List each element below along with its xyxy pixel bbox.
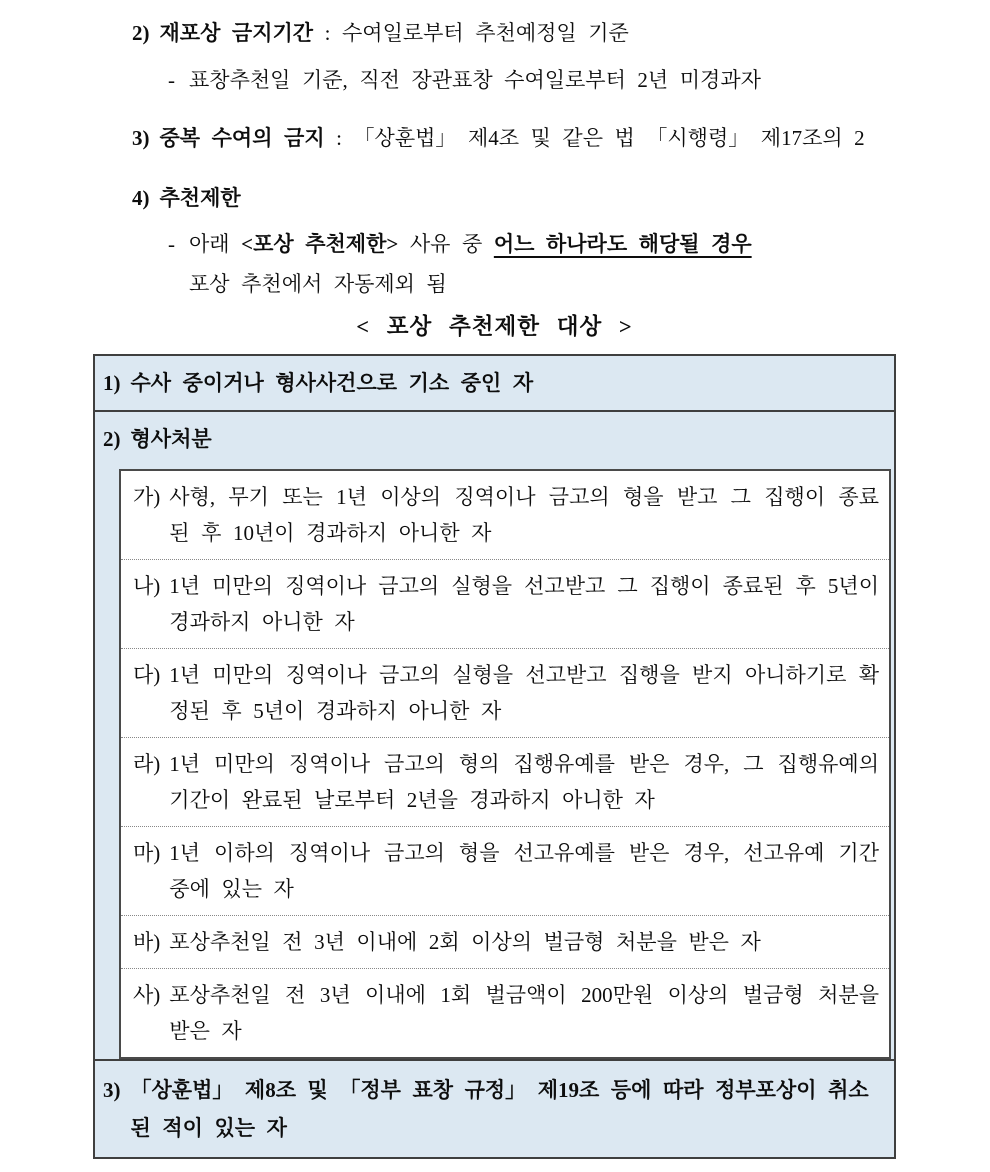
inner-item-da — [121, 649, 889, 738]
item-3-text — [160, 123, 865, 153]
dash-marker: - — [168, 68, 175, 92]
sub-pre: 아래 — [189, 232, 242, 256]
inner-item-marker: 사) — [133, 983, 161, 1007]
inner-item-ba — [121, 916, 889, 969]
row-1-marker: 1) — [103, 371, 121, 395]
item-4-sub-line1 — [189, 224, 752, 264]
item-4-marker: 4) — [132, 186, 150, 210]
outline-item-4-sub — [168, 224, 990, 304]
item-3-body: 「상훈법」 제4조 및 같은 법 「시행령」 제17조의 2 — [353, 126, 865, 150]
inner-item-text: 1년 미만의 징역이나 금고의 형의 집행유예를 받은 경우, 그 집행유예의 기간이 완료된 날로부터 2년을 경과하지 아니한 자 — [169, 752, 879, 812]
row-3-marker: 3) — [103, 1078, 121, 1102]
item-2-separator: : — [313, 21, 342, 45]
criminal-punishment-inner-box — [119, 469, 891, 1059]
outline-item-2 — [132, 18, 990, 48]
inner-item-text: 1년 이하의 징역이나 금고의 형을 선고유예를 받은 경우, 선고유예 기간 중에 있는 자 — [169, 841, 879, 901]
inner-item-marker: 다) — [133, 663, 161, 687]
dash-marker: - — [168, 232, 175, 256]
item-3-label: 중복 수여의 금지 — [159, 126, 325, 150]
outline-item-2-sub — [168, 65, 990, 95]
inner-item-sa — [121, 969, 889, 1057]
inner-item-text: 1년 미만의 징역이나 금고의 실형을 선고받고 그 집행이 종료된 후 5년이 경과하지 아니한 자 — [169, 574, 879, 634]
item-2-sub-text: 표창추천일 기준, 직전 장관표창 수여일로부터 2년 미경과자 — [189, 68, 761, 92]
item-4-sub-text — [189, 224, 752, 304]
item-4-sub-line2: 포상 추천에서 자동제외 됨 — [189, 272, 447, 296]
inner-item-marker: 마) — [133, 841, 161, 865]
inner-item-text: 1년 미만의 징역이나 금고의 실형을 선고받고 집행을 받지 아니하기로 확정된 후 5년이 경과하지 아니한 자 — [169, 663, 879, 723]
inner-item-na — [121, 560, 889, 649]
inner-item-text: 포상추천일 전 3년 이내에 1회 벌금액이 200만원 이상의 벌금형 처분을 받은 자 — [169, 983, 879, 1043]
outline-item-4 — [132, 183, 990, 213]
item-2-text — [160, 18, 629, 48]
item-3-marker: 3) — [132, 126, 150, 150]
inner-item-marker: 나) — [133, 574, 161, 598]
table-row-2-label — [95, 425, 894, 453]
item-2-body: 수여일로부터 추천예정일 기준 — [342, 21, 629, 45]
inner-item-ma — [121, 827, 889, 916]
table-row-3 — [95, 1061, 894, 1157]
item-2-marker: 2) — [132, 21, 150, 45]
inner-item-marker: 바) — [133, 930, 161, 954]
row-1-text: 수사 중이거나 형사사건으로 기소 중인 자 — [130, 371, 534, 395]
inner-item-ga — [121, 471, 889, 560]
row-2-marker: 2) — [103, 427, 121, 451]
inner-item-marker: 라) — [133, 752, 161, 776]
inner-item-text: 포상추천일 전 3년 이내에 2회 이상의 벌금형 처분을 받은 자 — [169, 930, 761, 954]
inner-item-marker: 가) — [133, 485, 161, 509]
inner-item-text: 사형, 무기 또는 1년 이상의 징역이나 금고의 형을 받고 그 집행이 종료된 후 10년이 경과하지 아니한 자 — [169, 485, 879, 545]
sub-bold: <포상 추천제한> — [241, 232, 399, 256]
sub-underlined: 어느 하나라도 해당될 경우 — [493, 232, 752, 256]
item-3-separator: : — [324, 126, 354, 150]
row-2-text: 형사처분 — [130, 427, 212, 451]
row-3-text: 「상훈법」 제8조 및 「정부 표창 규정」 제19조 등에 따라 정부포상이 취소된 적이 있는 자 — [130, 1078, 869, 1140]
outline-item-3 — [132, 123, 990, 153]
inner-item-ra — [121, 738, 889, 827]
sub-mid: 사유 중 — [398, 232, 494, 256]
table-row-1 — [95, 356, 894, 412]
table-row-2 — [95, 412, 894, 1061]
table-title: < 포상 추천제한 대상 > — [356, 314, 633, 339]
item-2-label: 재포상 금지기간 — [159, 21, 314, 45]
restriction-table — [93, 354, 896, 1159]
item-4-label: 추천제한 — [159, 186, 241, 210]
